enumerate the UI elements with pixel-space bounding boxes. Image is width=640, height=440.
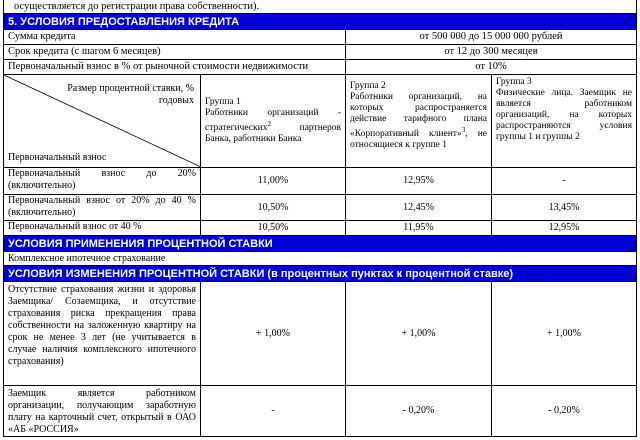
rate-value: 11,95% — [346, 221, 492, 236]
group2-title: Группа 2 — [350, 81, 386, 91]
rate-value: 10,50% — [201, 221, 346, 236]
rate-value: 13,45% — [492, 195, 637, 221]
change-row-label: Отсутствие страхования жизни и здоровья Заемщика/ Созаемщика, и отсутствие страхования риска прекращения права собственности на заложенную квартиру на срок не менее 3 лет (не учитывается в случае наличия комплексного ипотечного страхования) — [4, 282, 201, 386]
top-note: осуществляется до регистрации права собственности). — [4, 0, 637, 14]
change-value: - 0,20% — [346, 386, 492, 437]
change-row-salary-card — [4, 386, 637, 437]
change-value: + 1,00% — [492, 282, 637, 386]
tariff-table — [3, 0, 637, 437]
credit-term-label: Срок кредита (с шагом 6 месяцев) — [4, 45, 346, 60]
change-value: + 1,00% — [201, 282, 346, 386]
change-row-label: Заемщик является работником организации, получающим заработную плату на карточный счет, открытый в ОАО «АБ «РОССИЯ» — [4, 386, 201, 437]
group1-description: Работники организаций - стратегических$^2$ партнеров Банка, работники Банка — [205, 108, 341, 145]
rate-value: 12,45% — [346, 195, 492, 221]
rates-header-row — [4, 75, 637, 168]
change-header — [4, 266, 637, 282]
complex-insurance: Комплексное ипотечное страхование — [4, 252, 637, 266]
down-payment-row — [4, 60, 637, 75]
rate-size-label: Размер процентной ставки, % годовых — [67, 83, 194, 106]
group2-header — [346, 75, 492, 168]
change-title: УСЛОВИЯ ИЗМЕНЕНИЯ ПРОЦЕНТНОЙ СТАВКИ (в процентных пунктах к процентной ставке) — [4, 266, 637, 282]
down-payment-label: Первоначальный взнос в % от рыночной стоимости недвижимости — [4, 60, 346, 75]
rates-diagonal-header — [4, 75, 201, 168]
change-row-no-insurance — [4, 282, 637, 386]
credit-amount-row — [4, 30, 637, 45]
group3-title: Группа 3 — [496, 77, 532, 87]
credit-term-row — [4, 45, 637, 60]
rate-row-label: Первоначальный взнос до 20% (включительно) — [4, 168, 201, 195]
apply-row — [4, 252, 637, 266]
down-payment-axis-label: Первоначальный взнос — [8, 152, 107, 163]
rate-value: 12,95% — [346, 168, 492, 195]
group3-header — [492, 75, 637, 168]
change-value: - 0,20% — [492, 386, 637, 437]
group3-description: Физические лица. Заемщик не является работником организаций, на которых распространяются условия группы 1 и группы 2 — [496, 88, 632, 142]
top-note-row — [4, 0, 637, 14]
apply-header — [4, 236, 637, 252]
down-payment-value: от 10% — [346, 60, 637, 75]
group1-title: Группа 1 — [205, 97, 241, 107]
credit-term-value: от 12 до 300 месяцев — [346, 45, 637, 60]
rate-value: - — [492, 168, 637, 195]
group2-description: Работники организаций, на которых распространяется действие тарифного плана «Корпоративный клиент»$^3$, не относящиеся к группе 1 — [350, 92, 487, 151]
section5-title: 5. УСЛОВИЯ ПРЕДОСТАВЛЕНИЯ КРЕДИТА — [4, 14, 637, 30]
rate-value: 10,50% — [201, 195, 346, 221]
rate-row-label: Первоначальный взнос от 20% до 40 % (включительно) — [4, 195, 201, 221]
rate-value: 11,00% — [201, 168, 346, 195]
change-value: + 1,00% — [346, 282, 492, 386]
rate-row-label: Первоначальный взнос от 40 % — [4, 221, 201, 236]
tariff-document — [3, 0, 636, 437]
rate-row-from-40 — [4, 221, 637, 236]
change-value: - — [201, 386, 346, 437]
group1-header — [201, 75, 346, 168]
rate-value: 12,95% — [492, 221, 637, 236]
rate-row-up-to-20 — [4, 168, 637, 195]
section5-header — [4, 14, 637, 30]
rate-row-20-to-40 — [4, 195, 637, 221]
credit-amount-label: Сумма кредита — [4, 30, 346, 45]
apply-title: УСЛОВИЯ ПРИМЕНЕНИЯ ПРОЦЕНТНОЙ СТАВКИ — [4, 236, 637, 252]
credit-amount-value: от 500 000 до 15 000 000 рублей — [346, 30, 637, 45]
